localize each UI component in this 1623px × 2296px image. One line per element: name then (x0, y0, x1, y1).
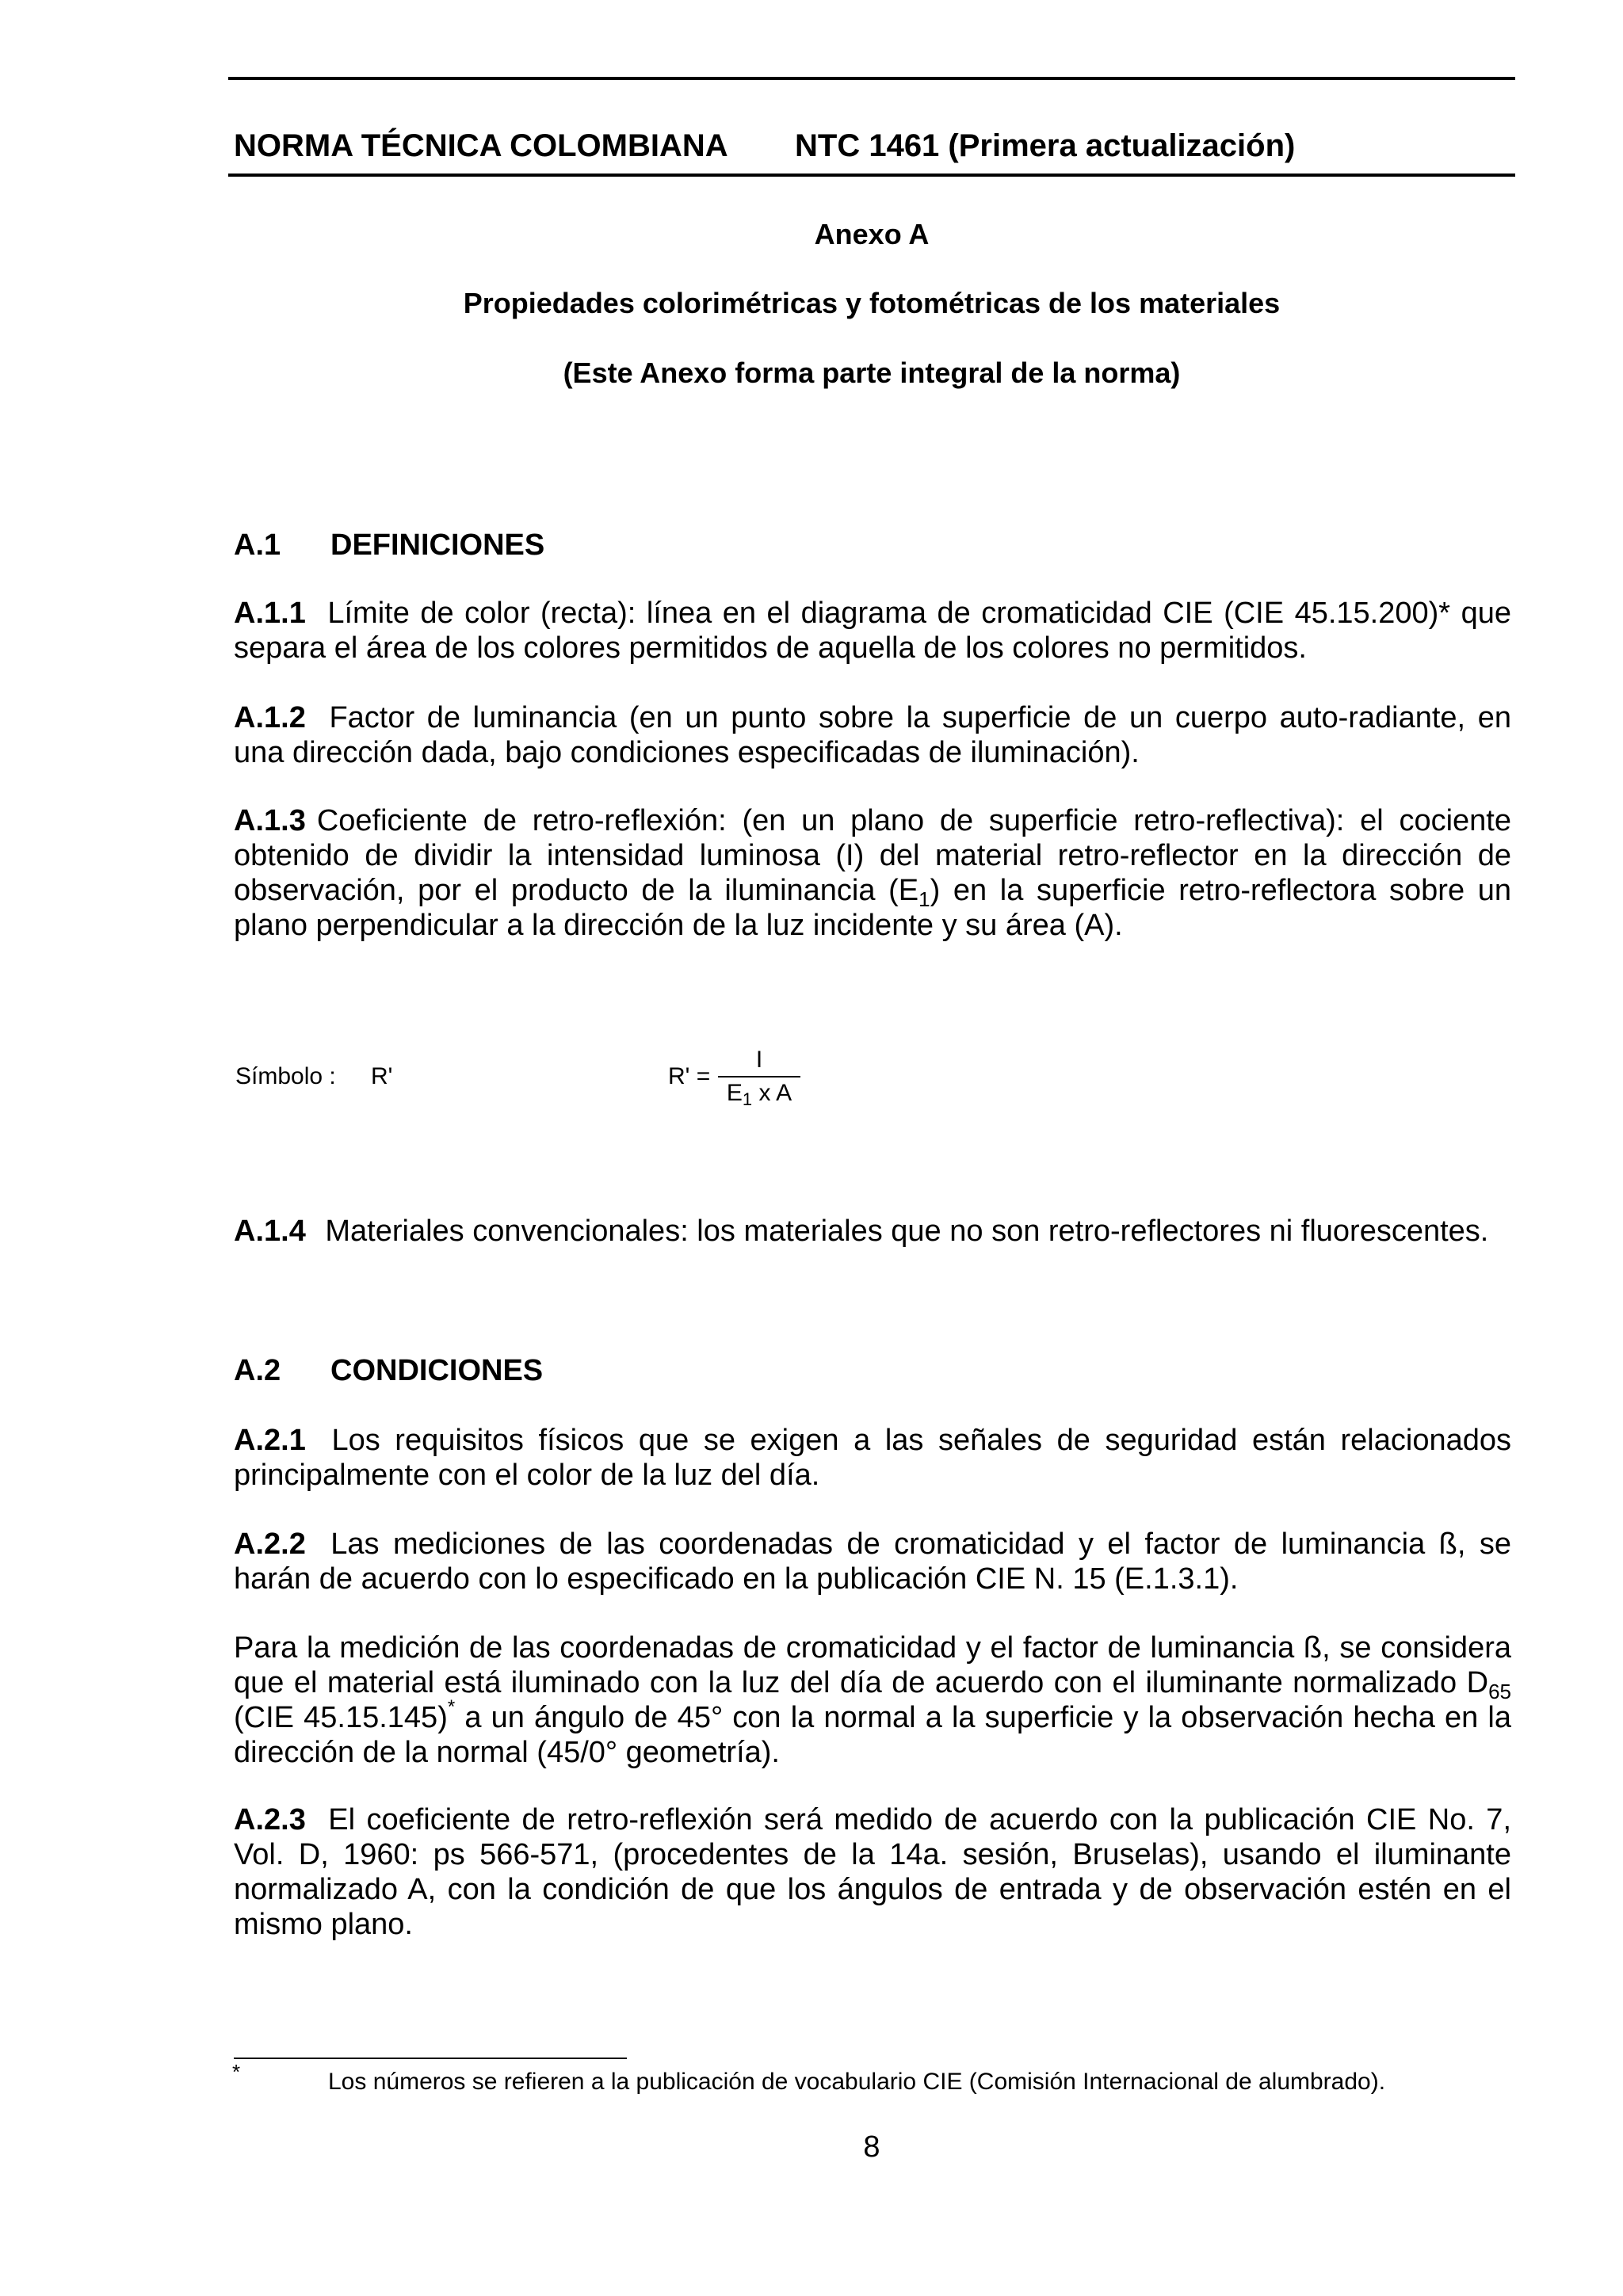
page-number: 8 (863, 2130, 880, 2164)
header-standard-name: NORMA TÉCNICA COLOMBIANA (234, 128, 728, 163)
annex-title: Anexo A (814, 218, 930, 250)
footnote-reference: * (447, 1696, 456, 1718)
clause-text: Materiales convencionales: los materiales que no son retro-reflectores ni fluorescentes. (325, 1215, 1489, 1248)
top-rule (228, 77, 1515, 80)
section-heading-a2 (234, 1353, 544, 1388)
symbol-formula (0, 1046, 1623, 1109)
paragraph-a221 (234, 1423, 1511, 1493)
footnote-mark: * (232, 2060, 241, 2084)
header-rule (228, 174, 1515, 177)
clause-text: Los requisitos físicos que se exigen a las señales de seguridad están relacionados principalmente con el color de la luz del día. (234, 1424, 1511, 1492)
section-number: A.2 (234, 1354, 281, 1387)
clause-number: A.1.2 (234, 701, 306, 734)
formula-numerator: I (755, 1047, 763, 1073)
subscript: 1 (918, 887, 930, 911)
paragraph-a112 (234, 700, 1511, 770)
footnote-text: Los números se refieren a la publicación de vocabulario CIE (Comisión Internacional de alumbrado). (328, 2069, 1386, 2095)
denominator-symbol: E (726, 1080, 743, 1106)
clause-number: A.2.1 (234, 1424, 306, 1457)
denominator-rest: x A (752, 1080, 792, 1106)
paragraph-text-end: a un ángulo de 45° con la normal a la superficie y la observación hecha en la dirección de la normal (45/0° geometría). (234, 1701, 1512, 1769)
paragraph-a114 (234, 1214, 1511, 1249)
annex-subtitle: Propiedades colorimétricas y fotométricas de los materiales (463, 287, 1281, 319)
section-number: A.1 (234, 528, 281, 562)
clause-number: A.1.1 (234, 597, 306, 630)
paragraph-a113 (234, 803, 1511, 943)
clause-text: Factor de luminancia (en un punto sobre la superficie de un cuerpo auto-radiante, en una dirección dada, bajo condiciones especificadas de iluminación). (234, 701, 1511, 769)
formula-lhs: R' = (668, 1063, 711, 1089)
subscript: 65 (1488, 1680, 1511, 1703)
clause-text: Coeficiente de retro-reflexión: (en un plano de superficie retro-reflectiva): el cociente obtenido de dividir la intensidad luminosa (I) del material retro-reflector en la dirección de observación, por el producto de la iluminancia (E (234, 804, 1511, 907)
clause-number: A.1.4 (234, 1215, 306, 1248)
fraction-bar (718, 1076, 800, 1077)
clause-text-continued: ) en la superficie retro-reflectora sobre un plano perpendicular a la dirección de la luz incidente y su área (A). (234, 874, 1511, 942)
clause-number: A.2.3 (234, 1803, 306, 1836)
paragraph-text: Para la medición de las coordenadas de cromaticidad y el factor de luminancia ß, se considera que el material está iluminado con la luz del día de acuerdo con el iluminante normalizado D (234, 1631, 1511, 1699)
paragraph-a111 (234, 596, 1511, 666)
denominator-subscript: 1 (742, 1089, 753, 1109)
section-title: CONDICIONES (330, 1354, 544, 1387)
paragraph-a223 (234, 1802, 1511, 1942)
section-title: DEFINICIONES (330, 528, 545, 562)
header-standard-code: NTC 1461 (Primera actualización) (795, 128, 1296, 163)
annex-note: (Este Anexo forma parte integral de la norma) (563, 357, 1181, 389)
clause-text: Límite de color (recta): línea en el diagrama de cromaticidad CIE (CIE 45.15.200)* que separa el área de los colores permitidos de aquella de los colores no permitidos. (234, 597, 1511, 665)
clause-text: Las mediciones de las coordenadas de cromaticidad y el factor de luminancia ß, se harán de acuerdo con lo especificado en la publicación CIE N. 15 (E.1.3.1). (234, 1527, 1511, 1596)
footnote-rule (234, 2058, 627, 2059)
clause-text: El coeficiente de retro-reflexión será medido de acuerdo con la publicación CIE No. 7, Vol. D, 1960: ps 566-571, (procedentes de la 14a. sesión, Bruselas), usando el iluminante normalizado A, con la condición de que los ángulos de entrada y de observación estén en el mismo plano. (234, 1803, 1512, 1941)
clause-number: A.2.2 (234, 1527, 306, 1561)
formula-denominator (718, 1079, 800, 1108)
section-heading-a1 (234, 528, 545, 563)
symbol-value: R' (371, 1063, 393, 1089)
symbol-label: Símbolo : (235, 1063, 336, 1089)
paragraph-a222 (234, 1527, 1511, 1596)
paragraph-measurement (234, 1630, 1511, 1770)
clause-number: A.1.3 (234, 804, 306, 837)
paragraph-text-continued: (CIE 45.15.145) (234, 1701, 448, 1734)
formula-fraction (718, 1046, 800, 1108)
